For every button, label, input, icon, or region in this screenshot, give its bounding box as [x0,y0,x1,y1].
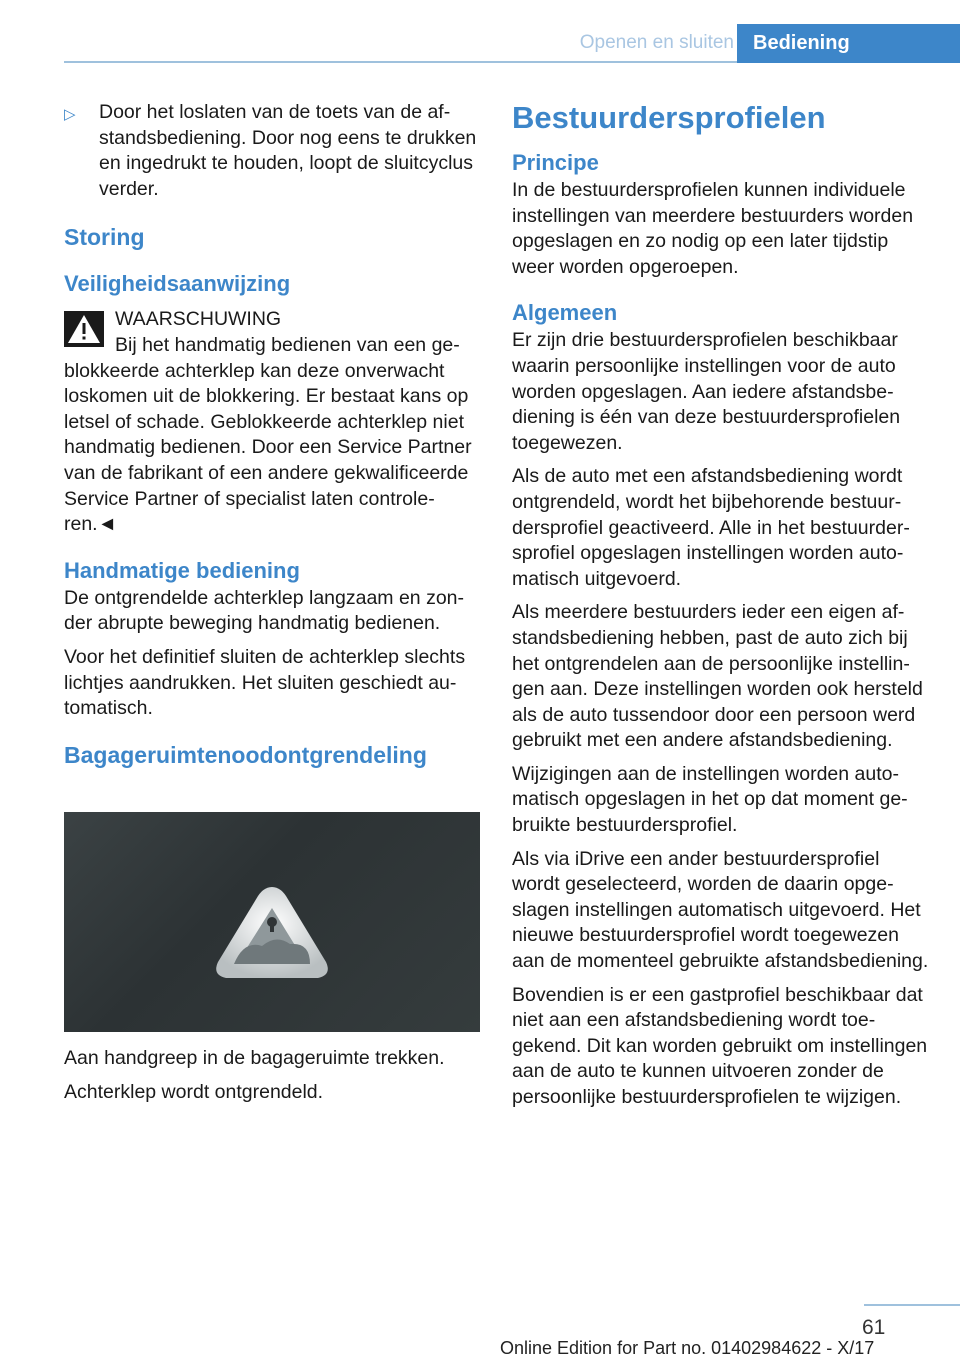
trunk-release-photo [64,812,480,1032]
heading-bagage: Bagageruimtenoodontgrendeling [64,741,427,768]
handmatig-paragraph-1: De ontgrendelde achterklep langzaam en zonder abrupte beweging handmatig bedienen. [64,586,465,635]
heading-principe: Principe [512,150,599,175]
footer-rule [864,1304,960,1306]
algemeen-paragraph-6: Bovendien is er een gastprofiel beschikbaar dat niet aan een afstandsbediening wordt toegekend. Dit kan worden gebruikt om instellingen aan de auto te kunnen uitvoeren zonder de persoonlijke bestuurdersprofielen te wijzigen. [512,983,928,1108]
bullet-item [64,100,480,202]
left-column [64,100,480,769]
caption-1: Aan handgreep in de bagageruimte trekken. [64,1047,445,1069]
heading-algemeen: Algemeen [512,300,618,326]
page-number: 61 [862,1316,886,1339]
footer-edition: Online Edition for Part no. 01402984622 - X/17 [500,1338,875,1358]
algemeen-paragraph-2: Als de auto met een afstandsbediening wordt ontgrendeld, wordt het bijbehorende bestuurdersprofiel geactiveerd. Alle in het bestuurdersprofiel opgeslagen instellingen worden automatisch uitgevoerd. [512,465,910,590]
heading-handmatig: Handmatige bediening [64,557,300,583]
algemeen-paragraph-4: Wijzigingen aan de instellingen worden automatisch opgeslagen in het op dat moment gebruikte bestuurdersprofiel. [512,762,908,837]
heading-bestuurdersprofielen: Bestuurdersprofielen [512,100,826,135]
caption-block [64,1046,484,1113]
triangle-bullet-icon: ▷ [64,106,76,123]
warning-icon [64,311,104,347]
handmatig-paragraph-2: Voor het definitief sluiten de achterklep slechts lichtjes aandrukken. Het sluiten geschiedt automatisch. [64,645,466,720]
principe-paragraph: In de bestuurdersprofielen kunnen individuele instellingen van meerdere bestuurders worden opgeslagen en zo nodig op een later tijdstip weer worden opgeroepen. [512,179,914,278]
warning-block [64,307,480,537]
header-section: Openen en sluiten [579,32,734,53]
heading-storing: Storing [64,224,145,251]
warning-text: Bij het handmatig bedienen van een geblokkeerde achterklep kan deze onverwacht loskomen uit de blokkering. Er bestaat kans op letsel of schade. Geblokkeerde achterklep niet handmatig bedienen. Door een Service Partner van de fabrikant of een andere gekwalificeerde Service Partner of specialist laten controleren.◄ [64,333,472,536]
heading-veiligheid: Veiligheidsaanwijzing [64,271,291,297]
emergency-release-handle-icon [64,812,480,1032]
algemeen-paragraph-1: Er zijn drie bestuurdersprofielen beschikbaar waarin persoonlijke instellingen voor de auto worden opgeslagen. Aan iedere afstandsbediening is één van deze bestuurdersprofielen toegewezen. [512,329,901,454]
header-tab: Bediening [737,24,960,63]
bullet-text: Door het loslaten van de toets van de afstandsbediening. Door nog eens te drukken en ingedrukt te houden, loopt de sluitcyclus verder. [99,101,477,200]
caption-2: Achterklep wordt ontgrendeld. [64,1080,324,1103]
warning-title: WAARSCHUWING [115,308,282,331]
algemeen-paragraph-5: Als via iDrive een ander bestuurdersprofiel wordt geselecteerd, worden de daarin opgeslagen instellingen automatisch uitgevoerd. Het nieuwe bestuurdersprofiel wordt toegewezen aan de momenteel gebruikte afstandsbediening. [512,847,929,973]
algemeen-paragraph-3: Als meerdere bestuurders ieder een eigen afstandsbediening hebben, past de auto zich bij het ontgrendelen aan de persoonlijke instellingen aan. Deze instellingen worden ook hersteld als de auto tussendoor door een persoon werd gebruikt met een andere afstandsbediening. [512,601,923,752]
right-column [512,100,932,1119]
